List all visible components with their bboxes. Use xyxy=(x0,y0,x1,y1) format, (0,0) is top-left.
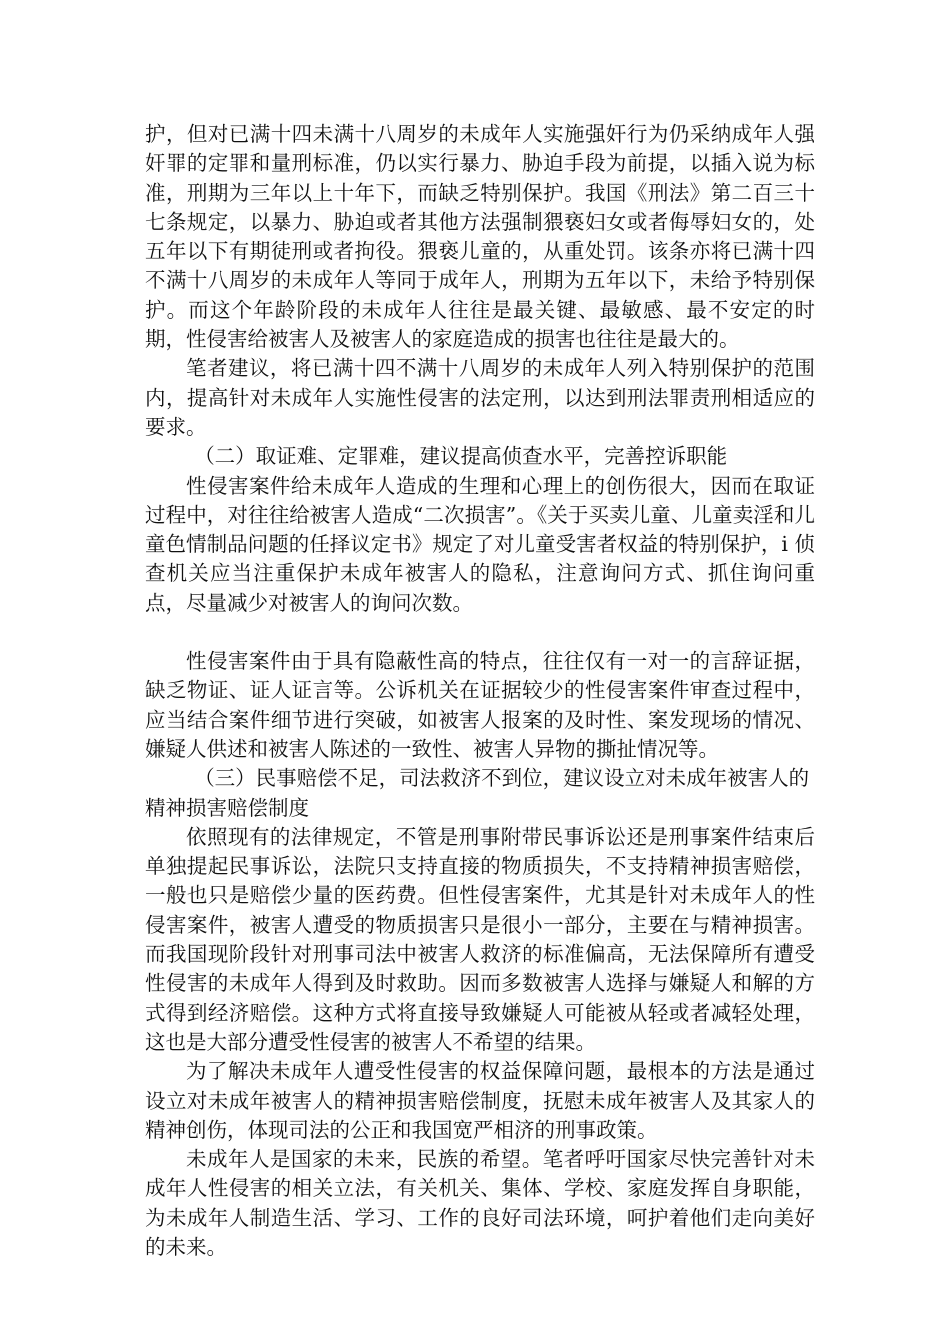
paragraph-civil-compensation: 依照现有的法律规定，不管是刑事附带民事诉讼还是刑事案件结束后单独提起民事诉讼，法院只支持直接的物质损失，不支持精神损害赔偿，一般也只是赔偿少量的医药费。但性侵害案件，尤其是针对未成年人的性侵害案件，被害人遭受的物质损害只是很小一部分，主要在与精神损害。而我国现阶段针对刑事司法中被害人救济的标准偏高，无法保障所有遭受性侵害的未成年人得到及时救助。因而多数被害人选择与嫌疑人和解的方式得到经济赔偿。这种方式将直接导致嫌疑人可能被从轻或者减轻处理，这也是大部分遭受性侵害的被害人不希望的结果。 xyxy=(145,824,815,1054)
paragraph-conclusion: 未成年人是国家的未来，民族的希望。笔者呼吁国家尽快完善针对未成年人性侵害的相关立法，有关机关、集体、学校、家庭发挥自身职能，为未成年人制造生活、学习、工作的良好司法环境，呵护着他们走向美好的未来。 xyxy=(145,1147,815,1259)
document-page xyxy=(145,120,815,1262)
paragraph-gap xyxy=(145,618,815,647)
paragraph-author-suggestion: 笔者建议，将已满十四不满十八周岁的未成年人列入特别保护的范围内，提高针对未成年人实施性侵害的法定刑，以达到刑法罪责刑相适应的要求。 xyxy=(145,356,815,439)
section-heading-compensation: （三）民事赔偿不足，司法救济不到位，建议设立对未成年被害人的精神损害赔偿制度 xyxy=(145,766,810,820)
paragraph-evidence-collection: 性侵害案件给未成年人造成的生理和心理上的创伤很大，因而在取证过程中，对往往给被害人造成“二次损害”。《关于买卖儿童、儿童卖淫和儿童色情制品问题的任择议定书》规定了对儿童受害者权益的特别保护，i 侦查机关应当注重保护未成年被害人的隐私，注意询问方式、抓住询问重点，尽量减少对被害人的询问次数。 xyxy=(145,473,815,615)
paragraph-concealment: 性侵害案件由于具有隐蔽性高的特点，往往仅有一对一的言辞证据，缺乏物证、证人证言等。公诉机关在证据较少的性侵害案件审查过程中，应当结合案件细节进行突破，如被害人报案的及时性、案发现场的情况、嫌疑人供述和被害人陈述的一致性、被害人异物的撕扯情况等。 xyxy=(145,649,815,761)
section-heading-evidence: （二）取证难、定罪难，建议提高侦查水平，完善控诉职能 xyxy=(194,444,728,469)
paragraph-mental-damage: 为了解决未成年人遭受性侵害的权益保障问题，最根本的方法是通过设立对未成年被害人的精神损害赔偿制度，抚慰未成年被害人及其家人的精神创伤，体现司法的公正和我国宽严相济的刑事政策。 xyxy=(145,1059,815,1142)
paragraph-continued-protection: 护，但对已满十四未满十八周岁的未成年人实施强奸行为仍采纳成年人强奸罪的定罪和量刑标准，仍以实行暴力、胁迫手段为前提，以插入说为标准，刑期为三年以上十年下，而缺乏特别保护。我国《刑法》第二百三十七条规定，以暴力、胁迫或者其他方法强制猥亵妇女或者侮辱妇女的，处五年以下有期徒刑或者拘役。猥亵儿童的，从重处罚。该条亦将已满十四不满十八周岁的未成年人等同于成年人，刑期为五年以下，未给予特别保护。而这个年龄阶段的未成年人往往是最关键、最敏感、最不安定的时期，性侵害给被害人及被害人的家庭造成的损害也往往是最大的。 xyxy=(145,122,815,352)
